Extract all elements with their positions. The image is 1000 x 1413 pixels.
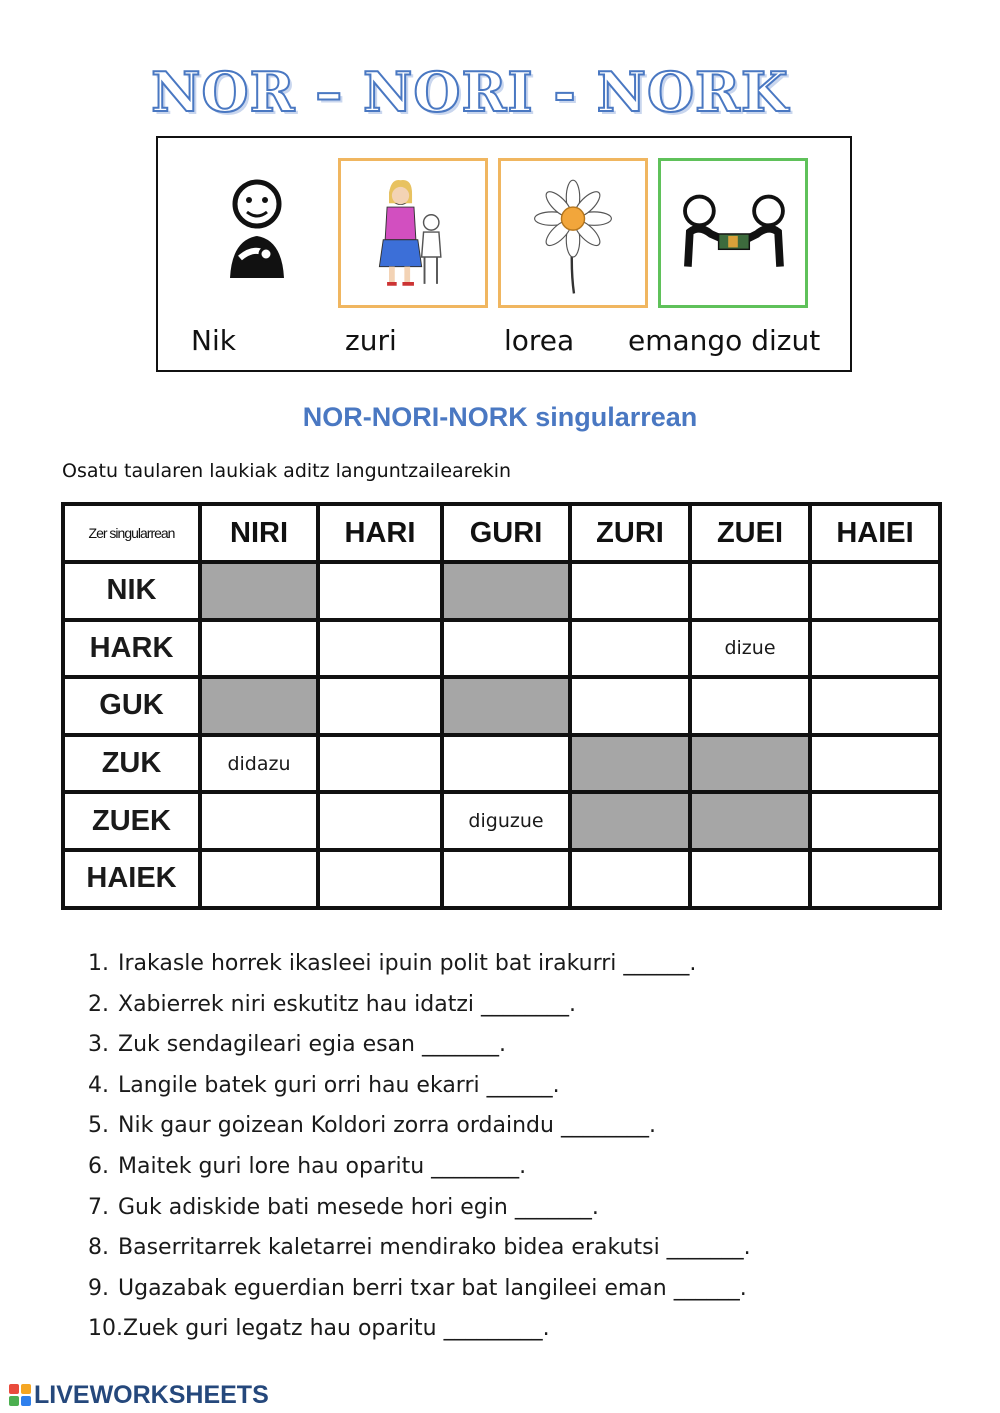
sentence-number: 4. (88, 1072, 109, 1098)
shaded-cell (200, 677, 318, 735)
answer-cell[interactable] (442, 850, 570, 908)
sentence-text[interactable]: Zuek guri legatz hau oparitu _________. (123, 1316, 550, 1342)
shaded-cell (442, 677, 570, 735)
shaded-cell (690, 792, 810, 850)
footer-brand (8, 1382, 269, 1408)
table-header-row (63, 504, 940, 562)
sentence-number: 8. (88, 1235, 109, 1261)
row-header: HARK (63, 620, 200, 678)
sentence-number: 9. (88, 1275, 109, 1301)
answer-cell[interactable] (810, 562, 940, 620)
shaded-cell (200, 562, 318, 620)
section-subtitle: NOR-NORI-NORK singularrean (302, 402, 698, 432)
answer-cell[interactable] (318, 562, 442, 620)
sentence-text[interactable]: Baserritarrek kaletarrei mendirako bidea erakutsi _______. (118, 1235, 751, 1261)
daisy-flower-icon (498, 158, 648, 308)
answer-cell[interactable] (570, 677, 690, 735)
list-item (88, 985, 751, 1026)
sentence-number: 6. (88, 1153, 109, 1179)
answer-cell[interactable] (570, 562, 690, 620)
sentence-text[interactable]: Irakasle horrek ikasleei ipuin polit bat irakurri ______. (118, 951, 697, 976)
picto-word-nik: Nik (191, 324, 236, 357)
sentence-number: 5. (88, 1113, 109, 1139)
answer-cell[interactable] (442, 620, 570, 678)
liveworksheets-logo-icon (8, 1383, 32, 1407)
answer-cell[interactable] (318, 735, 442, 793)
sentence-text[interactable]: Ugazabak eguerdian berri txar bat langileei eman ______. (118, 1275, 747, 1301)
footer-brand-text: LIVEWORKSHEETS (34, 1380, 269, 1409)
answer-cell[interactable] (318, 620, 442, 678)
list-item (88, 1066, 751, 1107)
answer-cell[interactable] (690, 562, 810, 620)
list-item (88, 1188, 751, 1229)
sentence-text[interactable]: Nik gaur goizean Koldori zorra ordaindu ________. (118, 1113, 656, 1139)
answer-cell[interactable] (318, 792, 442, 850)
sentence-text[interactable]: Guk adiskide bati mesede hori egin _______. (118, 1194, 599, 1220)
answer-cell[interactable] (442, 735, 570, 793)
shaded-cell (570, 792, 690, 850)
answer-cell[interactable]: dizue (690, 620, 810, 678)
sentence-number: 1. (88, 951, 109, 976)
sentence-text[interactable]: Xabierrek niri eskutitz hau idatzi ________. (118, 991, 576, 1017)
sentence-text[interactable]: Zuk sendagileari egia esan _______. (118, 1032, 506, 1058)
row-header: ZUK (63, 735, 200, 793)
pictogram-sentence-box (156, 136, 852, 372)
worksheet-title: NOR – NORI - NORK (151, 60, 789, 124)
shaded-cell (570, 735, 690, 793)
column-header: NIRI (200, 504, 318, 562)
sentence-number: 10. (88, 1316, 123, 1342)
shaded-cell (442, 562, 570, 620)
answer-cell[interactable] (810, 677, 940, 735)
list-item (88, 1025, 751, 1066)
conjugation-table (61, 502, 942, 910)
answer-cell[interactable] (810, 735, 940, 793)
answer-cell[interactable] (200, 792, 318, 850)
column-header: GURI (442, 504, 570, 562)
list-item (88, 944, 751, 985)
answer-cell[interactable] (810, 620, 940, 678)
row-header: HAIEK (63, 850, 200, 908)
two-people-giving-gift-icon (658, 158, 808, 308)
exercise-sentence-list (88, 944, 751, 1350)
picto-word-emango-dizut: emango dizut (628, 324, 821, 357)
table-row (63, 562, 940, 620)
list-item (88, 1106, 751, 1147)
answer-cell[interactable] (318, 850, 442, 908)
answer-cell[interactable] (570, 620, 690, 678)
shaded-cell (690, 735, 810, 793)
answer-cell[interactable]: didazu (200, 735, 318, 793)
row-header: GUK (63, 677, 200, 735)
list-item (88, 1147, 751, 1188)
table-row (63, 620, 940, 678)
picto-word-zuri: zuri (345, 324, 397, 357)
answer-cell[interactable] (570, 850, 690, 908)
table-row (63, 735, 940, 793)
woman-with-child-icon (338, 158, 488, 308)
answer-cell[interactable]: diguzue (442, 792, 570, 850)
row-header: ZUEK (63, 792, 200, 850)
table-row (63, 792, 940, 850)
sentence-number: 2. (88, 991, 109, 1017)
list-item (88, 1309, 751, 1350)
answer-cell[interactable] (690, 850, 810, 908)
sentence-text[interactable]: Langile batek guri orri hau ekarri ______. (118, 1072, 560, 1098)
answer-cell[interactable] (318, 677, 442, 735)
person-pointing-self-icon (182, 158, 332, 308)
column-header: HARI (318, 504, 442, 562)
column-header: HAIEI (810, 504, 940, 562)
picto-word-lorea: lorea (504, 324, 575, 357)
sentence-text[interactable]: Maitek guri lore hau oparitu ________. (118, 1153, 527, 1179)
answer-cell[interactable] (200, 850, 318, 908)
row-header: NIK (63, 562, 200, 620)
table-row (63, 850, 940, 908)
list-item (88, 1228, 751, 1269)
column-header: ZURI (570, 504, 690, 562)
column-header: ZUEI (690, 504, 810, 562)
sentence-number: 3. (88, 1032, 109, 1058)
table-row (63, 677, 940, 735)
answer-cell[interactable] (690, 677, 810, 735)
answer-cell[interactable] (200, 620, 318, 678)
instruction-text: Osatu taularen laukiak aditz languntzailearekin (62, 460, 512, 482)
list-item (88, 1269, 751, 1310)
answer-cell[interactable] (810, 850, 940, 908)
answer-cell[interactable] (810, 792, 940, 850)
sentence-number: 7. (88, 1194, 109, 1220)
table-corner-label: Zer singularrean (63, 504, 200, 562)
